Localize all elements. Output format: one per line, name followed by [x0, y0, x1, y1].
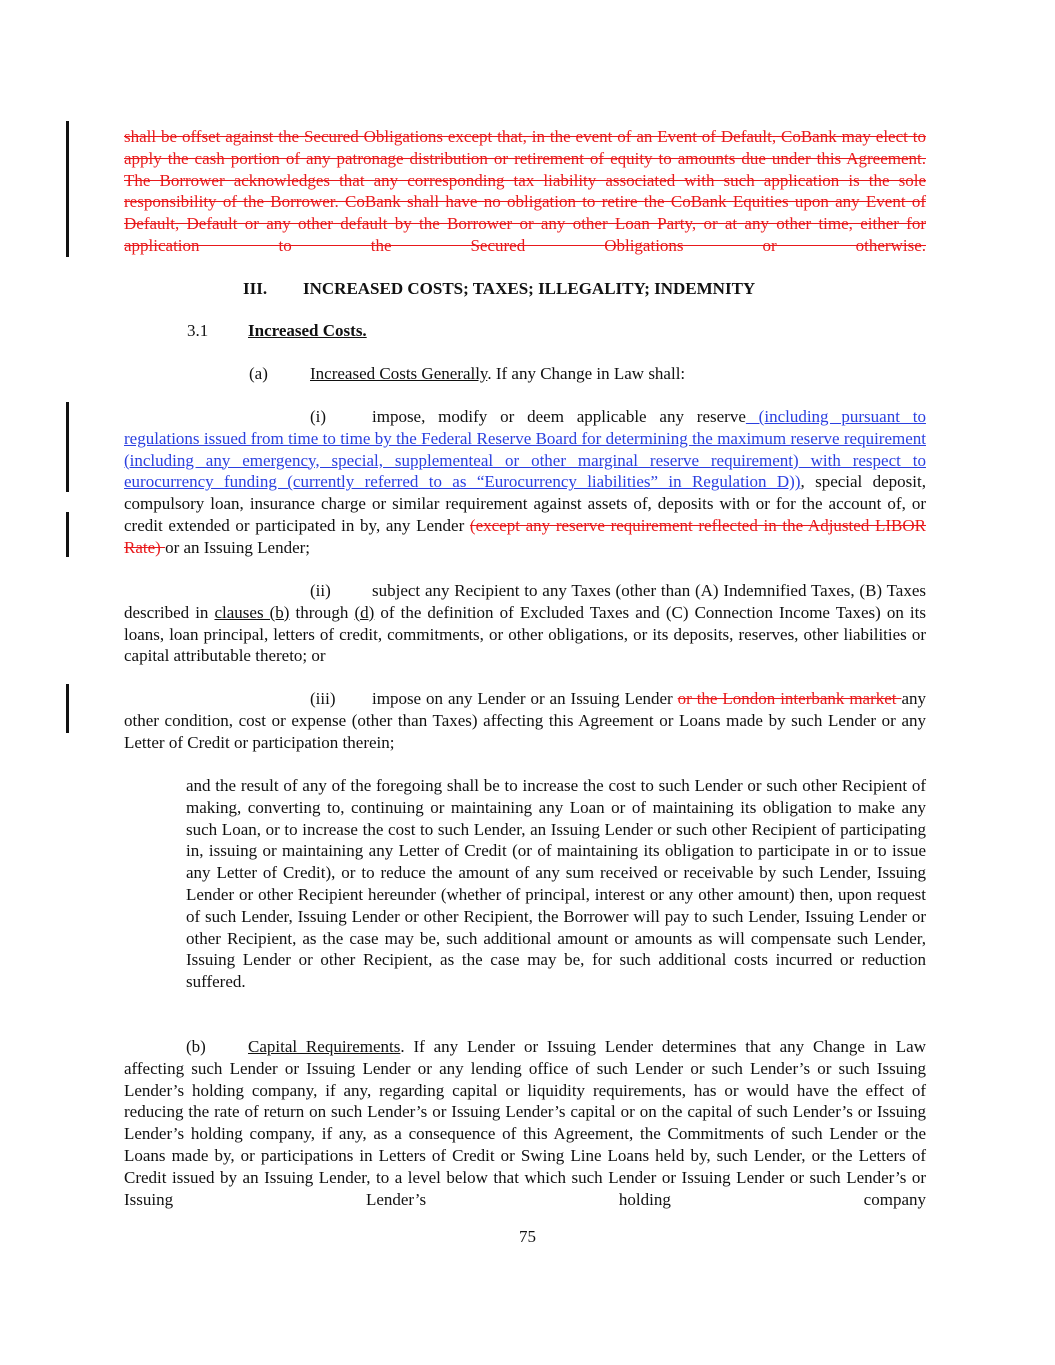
item-iii-label: (iii) [310, 689, 336, 708]
item-ii-label: (ii) [310, 581, 331, 600]
item-i-text-end: or an Issuing Lender; [165, 537, 311, 557]
deleted-text: shall be offset against the Secured Obligations except that, in the event of an Event of Default, CoBank may elect to apply the cash portion of any patronage distribution or retirement of equity to amounts due under this Agreement. The Borrower acknowledges that any corresponding tax liability associated with such application is the sole responsibility of the Borrower. CoBank shall have no obligation to retire the CoBank Equities upon any Event of Default, Default or any other default by the Borrower or any other Loan Party, or at any other time, either for application to the Secured Obligations or otherwise. [124, 127, 926, 255]
article-heading [243, 278, 755, 300]
paragraph-b-title: Capital Requirements [248, 1037, 401, 1056]
section-title: Increased Costs. [248, 321, 367, 340]
change-bar [66, 121, 69, 257]
paragraph-b-text: . If any Lender or Issuing Lender determines that any Change in Law affecting such Lender or Issuing Lender or any lending office of such Lender or such Lender’s or such Issuing Lender’s holding company, if any, regarding capital or liquidity requirements, has or would have the effect of reducing the rate of return on such Lender’s or Issuing Lender’s capital or on the capital of such Lender’s or Issuing Lender’s holding company, if any, as a consequence of this Agreement, the Commitments of such Lender or the Loans made by, or participations in Letters of Credit or Swing Line Loans held by, such Lender, or the Letters of Credit issued by an Issuing Lender, to a level below that which such Lender or Issuing Lender or such Lender’s or Issuing Lender’s holding company [124, 1037, 926, 1209]
deleted-paragraph [124, 126, 926, 279]
page-number: 75 [519, 1227, 536, 1246]
article-number: III. [243, 279, 268, 298]
paragraph-a [249, 363, 685, 385]
paragraph-b-label: (b) [186, 1037, 206, 1056]
deleted-text: or the London interbank market [677, 689, 902, 708]
paragraph-b [124, 1036, 926, 1232]
item-i-text-continued: , special deposit, compulsory loan, insurance charge or similar requirement against assets of, deposits with or for the account of, or credit extended or participated in by, any Lender [124, 472, 926, 535]
item-i-label: (i) [310, 407, 327, 426]
section-heading [187, 320, 367, 342]
item-iii-text-end: any other condition, cost or expense (other than Taxes) affecting this Agreement or Loans made by such Lender or any Letter of Credit or participation therein; [124, 689, 926, 752]
item-i-text: impose, modify or deem applicable any reserve [372, 407, 746, 426]
inserted-text: (including pursuant to regulations issued from time to time by the Federal Reserve Board for determining the maximum reserve requirement (including any emergency, special, supplementeal or other marginal reserve requirement) with respect to eurocurrency funding (currently referred to as “Eurocurrency liabilities” in Regulation D)) [124, 407, 926, 492]
paragraph-a-label: (a) [249, 364, 268, 383]
paragraph-a-title: Increased Costs Generally [310, 364, 488, 383]
change-bar [66, 512, 69, 557]
article-title: INCREASED COSTS; TAXES; ILLEGALITY; INDEMNITY [303, 279, 756, 298]
item-ii-text: subject any Recipient to any Taxes (other than (A) Indemnified Taxes, (B) Taxes described in [124, 581, 926, 622]
change-bar [66, 402, 69, 492]
item-ii-text-end: of the definition of Excluded Taxes and (C) Connection Income Taxes) on its loans, loan principal, letters of credit, commitments, or other obligations, or its deposits, reserves, other liabilities or capital attributable thereto; or [124, 602, 926, 666]
clause-reference: clauses (b) [214, 602, 290, 622]
clause-reference: (d) [354, 602, 375, 622]
result-paragraph: and the result of any of the foregoing shall be to increase the cost to such Lender or such other Recipient of making, converting to, continuing or maintaining any Loan or of maintaining its obligation to make any such Loan, or to increase the cost to such Lender, an Issuing Lender or such other Recipient of participating in, issuing or maintaining any Letter of Credit (or of maintaining its obligation to participate in or to issue any Letter of Credit), or to reduce the amount of any sum received or receivable by such Lender, Issuing Lender or other Recipient hereunder (whether of principal, interest or any other amount) then, upon request of such Lender, Issuing Lender or other Recipient, the Borrower will pay to such Lender, Issuing Lender or other Recipient, as the case may be, such additional amount or amounts as will compensate such Lender, Issuing Lender or other Recipient, as the case may be, for such additional costs incurred or reduction suffered. [186, 776, 926, 992]
section-number: 3.1 [187, 321, 209, 340]
item-ii [124, 580, 926, 667]
item-iii [124, 688, 926, 753]
paragraph-a-text: . If any Change in Law shall: [487, 364, 686, 383]
item-ii-text-mid: through [289, 602, 355, 622]
item-iii-text: impose on any Lender or an Issuing Lender [372, 689, 678, 708]
deleted-text: (except any reserve requirement reflected in the Adjusted LIBOR Rate) [124, 515, 926, 557]
change-bar [66, 684, 69, 733]
item-i [124, 406, 926, 559]
